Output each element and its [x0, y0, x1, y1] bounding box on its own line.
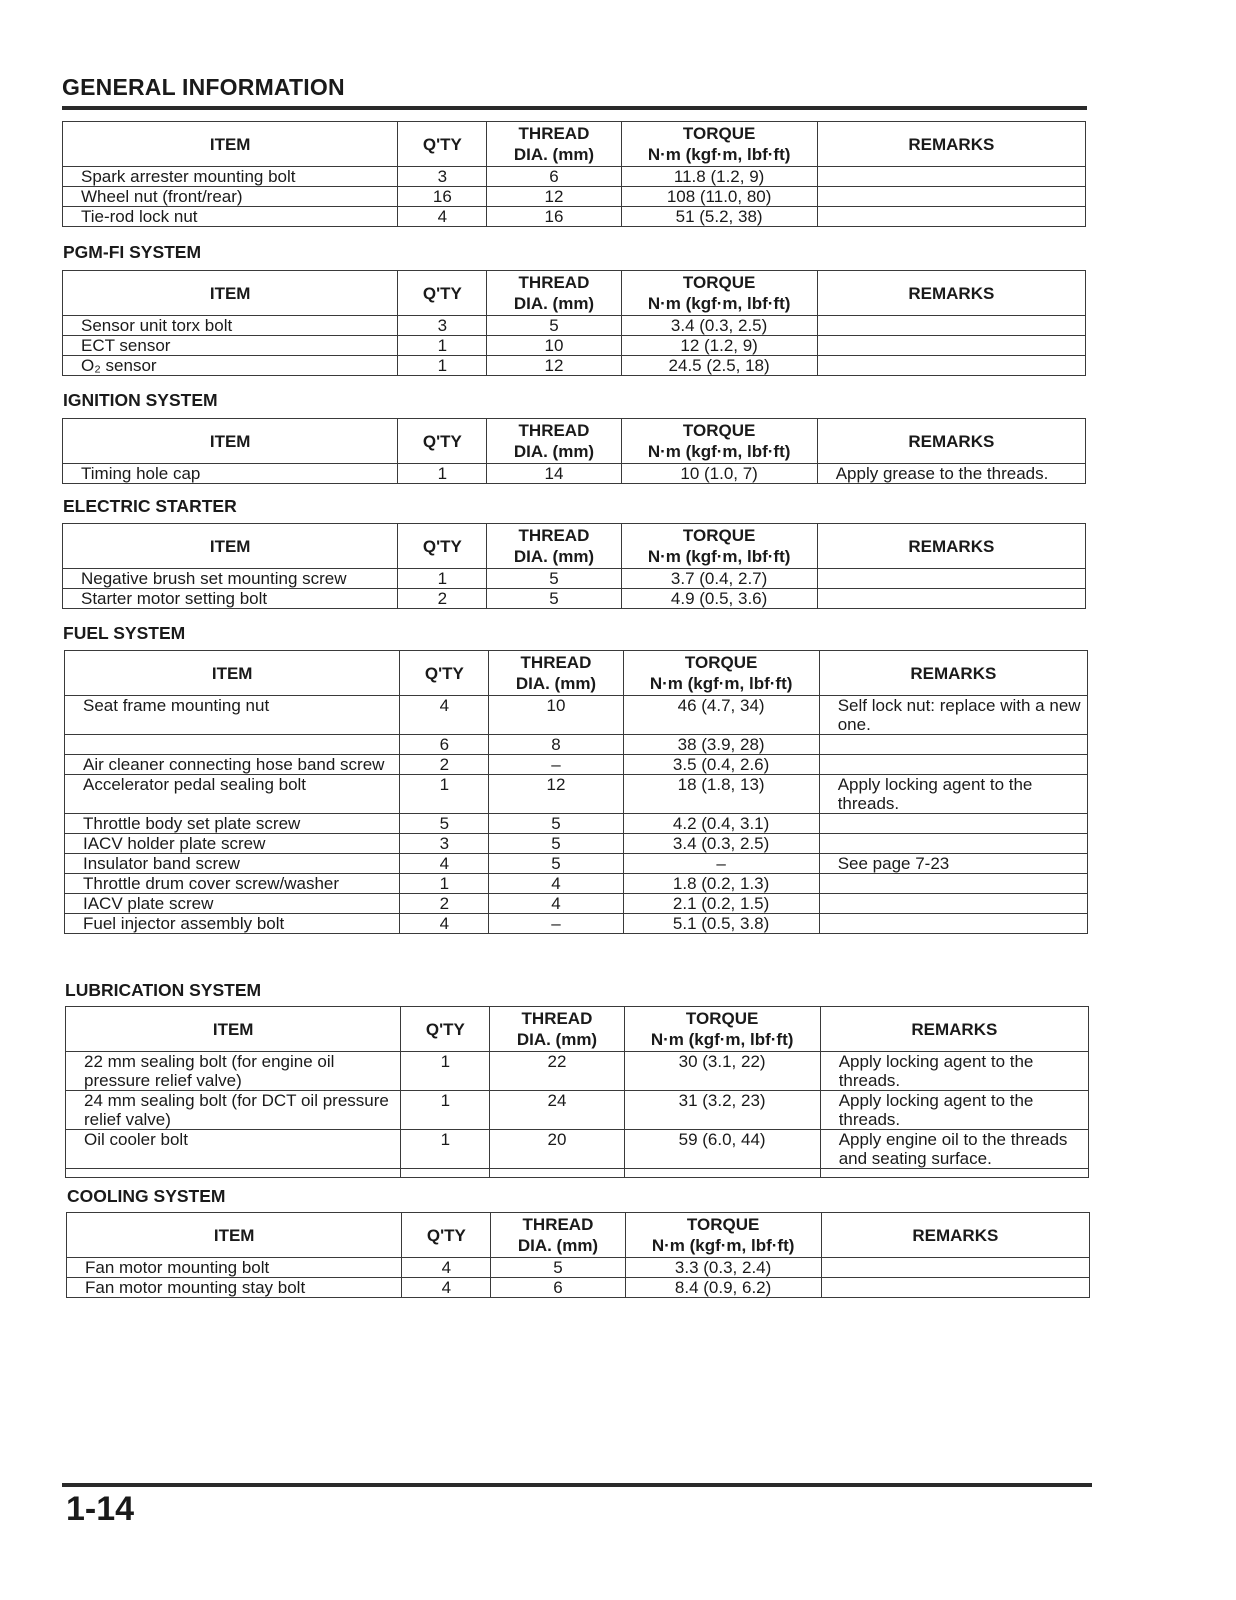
cell-thread-dia: 4 — [489, 894, 623, 914]
cell-qty: 3 — [398, 316, 487, 336]
header-item — [63, 524, 398, 569]
page-title: GENERAL INFORMATION — [62, 74, 345, 100]
header-item — [67, 1213, 402, 1258]
header-thread-label: THREAD — [518, 124, 590, 143]
cell-qty: 1 — [400, 775, 489, 814]
header-thread-label: DIA. (mm) — [513, 145, 595, 164]
header-thread — [487, 419, 621, 464]
table-row — [67, 1258, 1090, 1278]
header-item — [63, 419, 398, 464]
header-item-label: ITEM — [211, 663, 253, 683]
table-header-row — [67, 1213, 1090, 1258]
header-item — [63, 122, 398, 167]
cell-empty — [490, 1169, 624, 1178]
header-qty — [398, 271, 487, 316]
cell-thread-dia: – — [489, 755, 623, 775]
header-thread-label: THREAD — [518, 273, 590, 292]
header-torque-label: TORQUE — [685, 1009, 759, 1028]
header-qty-label: Q'TY — [426, 1225, 466, 1245]
header-torque-label: N·m (kgf·m, lbf·ft) — [649, 674, 793, 693]
cell-qty: 1 — [398, 569, 487, 589]
cell-thread-dia: 5 — [489, 854, 623, 874]
table-row — [65, 814, 1088, 834]
table-row — [65, 735, 1088, 755]
cell-thread-dia: 14 — [487, 464, 621, 484]
torque-table-cooling — [66, 1212, 1090, 1298]
cell-torque: 2.1 (0.2, 1.5) — [623, 894, 819, 914]
cell-torque: 24.5 (2.5, 18) — [621, 356, 817, 376]
cell-item: Negative brush set mounting screw — [63, 569, 398, 589]
header-qty-label: Q'TY — [424, 663, 464, 683]
header-remarks — [817, 524, 1085, 569]
cell-torque: 3.7 (0.4, 2.7) — [621, 569, 817, 589]
cell-item: 22 mm sealing bolt (for engine oil pressure relief valve) — [66, 1052, 401, 1091]
header-thread — [489, 651, 623, 696]
table-row — [65, 874, 1088, 894]
cell-remarks — [819, 814, 1087, 834]
header-thread-label: DIA. (mm) — [513, 294, 595, 313]
cell-qty: 1 — [401, 1052, 490, 1091]
cell-remarks: Apply engine oil to the threads and seating surface. — [820, 1130, 1088, 1169]
cell-qty: 1 — [401, 1091, 490, 1130]
cell-item: Starter motor setting bolt — [63, 589, 398, 609]
cell-remarks — [817, 589, 1085, 609]
section-title-cooling: COOLING SYSTEM — [67, 1186, 226, 1206]
page-number: 1-14 — [66, 1490, 135, 1528]
cell-torque: 10 (1.0, 7) — [621, 464, 817, 484]
cell-qty: 1 — [401, 1130, 490, 1169]
header-thread-label: DIA. (mm) — [513, 547, 595, 566]
header-thread — [487, 122, 621, 167]
cell-thread-dia: 16 — [487, 207, 621, 227]
cell-remarks — [817, 356, 1085, 376]
header-torque-label: N·m (kgf·m, lbf·ft) — [647, 547, 791, 566]
cell-torque: 46 (4.7, 34) — [623, 696, 819, 735]
header-thread-label: THREAD — [522, 1215, 594, 1234]
cell-torque: 51 (5.2, 38) — [621, 207, 817, 227]
torque-table-general — [62, 121, 1086, 227]
torque-table-fuel — [64, 650, 1088, 934]
cell-thread-dia: 5 — [491, 1258, 625, 1278]
cell-item: Sensor unit torx bolt — [63, 316, 398, 336]
cell-torque: 3.4 (0.3, 2.5) — [623, 834, 819, 854]
header-remarks-label: REMARKS — [908, 283, 995, 303]
header-torque-label: N·m (kgf·m, lbf·ft) — [651, 1236, 795, 1255]
cell-item: Wheel nut (front/rear) — [63, 187, 398, 207]
cell-thread-dia: 12 — [487, 187, 621, 207]
header-item-label: ITEM — [209, 283, 251, 303]
cell-empty — [624, 1169, 820, 1178]
header-item — [65, 651, 400, 696]
table-row — [63, 187, 1086, 207]
cell-thread-dia: 4 — [489, 874, 623, 894]
cell-torque: 5.1 (0.5, 3.8) — [623, 914, 819, 934]
cell-item: O₂ sensor — [63, 356, 398, 376]
cell-qty: 3 — [398, 167, 487, 187]
cell-item: Accelerator pedal sealing bolt — [65, 775, 400, 814]
cell-empty — [401, 1169, 490, 1178]
header-torque-label: N·m (kgf·m, lbf·ft) — [647, 442, 791, 461]
table-header-row — [66, 1007, 1089, 1052]
header-qty — [400, 651, 489, 696]
header-torque-label: N·m (kgf·m, lbf·ft) — [647, 145, 791, 164]
header-thread — [487, 271, 621, 316]
torque-table-lubrication — [65, 1006, 1089, 1178]
cell-torque: – — [623, 854, 819, 874]
cell-qty: 3 — [400, 834, 489, 854]
table-row — [63, 167, 1086, 187]
cell-item — [65, 735, 400, 755]
table-row — [65, 854, 1088, 874]
cell-torque: 11.8 (1.2, 9) — [621, 167, 817, 187]
table-header-row — [63, 271, 1086, 316]
table-row — [63, 207, 1086, 227]
header-thread-label: DIA. (mm) — [515, 674, 597, 693]
cell-remarks — [819, 735, 1087, 755]
header-remarks — [817, 419, 1085, 464]
table-header-row — [65, 651, 1088, 696]
header-torque-label: TORQUE — [682, 124, 756, 143]
header-item — [63, 271, 398, 316]
torque-table-ignition — [62, 418, 1086, 484]
table-row — [65, 755, 1088, 775]
table-row — [67, 1278, 1090, 1298]
cell-remarks — [819, 894, 1087, 914]
header-item — [66, 1007, 401, 1052]
cell-item: Seat frame mounting nut — [65, 696, 400, 735]
cell-torque: 18 (1.8, 13) — [623, 775, 819, 814]
cell-thread-dia: 10 — [487, 336, 621, 356]
cell-remarks: Self lock nut: replace with a new one. — [819, 696, 1087, 735]
table-row — [63, 589, 1086, 609]
header-qty — [398, 419, 487, 464]
header-thread — [490, 1007, 624, 1052]
header-item-label: ITEM — [209, 536, 251, 556]
cell-torque: 59 (6.0, 44) — [624, 1130, 820, 1169]
cell-item: IACV holder plate screw — [65, 834, 400, 854]
section-title-starter: ELECTRIC STARTER — [63, 496, 237, 516]
cell-remarks: Apply locking agent to the threads. — [819, 775, 1087, 814]
cell-thread-dia: 20 — [490, 1130, 624, 1169]
table-row — [63, 336, 1086, 356]
header-thread — [491, 1213, 625, 1258]
table-row — [65, 775, 1088, 814]
header-torque-label: TORQUE — [686, 1215, 760, 1234]
header-remarks — [820, 1007, 1088, 1052]
cell-thread-dia: 5 — [487, 569, 621, 589]
cell-qty: 4 — [402, 1258, 491, 1278]
cell-torque: 31 (3.2, 23) — [624, 1091, 820, 1130]
section-title-ignition: IGNITION SYSTEM — [63, 390, 218, 410]
cell-item: Oil cooler bolt — [66, 1130, 401, 1169]
header-remarks-label: REMARKS — [912, 1225, 999, 1245]
cell-remarks — [817, 187, 1085, 207]
cell-item: Insulator band screw — [65, 854, 400, 874]
header-torque-label: N·m (kgf·m, lbf·ft) — [647, 294, 791, 313]
table-header-row — [63, 122, 1086, 167]
cell-qty: 16 — [398, 187, 487, 207]
cell-remarks — [817, 207, 1085, 227]
header-torque-label: TORQUE — [682, 421, 756, 440]
cell-qty: 6 — [400, 735, 489, 755]
cell-qty: 4 — [398, 207, 487, 227]
cell-thread-dia: 12 — [487, 356, 621, 376]
cell-thread-dia: 6 — [491, 1278, 625, 1298]
header-rule — [62, 106, 1087, 110]
header-torque — [621, 419, 817, 464]
cell-remarks — [817, 336, 1085, 356]
header-remarks — [821, 1213, 1089, 1258]
header-remarks-label: REMARKS — [911, 1019, 998, 1039]
cell-torque: 108 (11.0, 80) — [621, 187, 817, 207]
cell-torque: 4.2 (0.4, 3.1) — [623, 814, 819, 834]
header-qty — [398, 122, 487, 167]
cell-qty: 4 — [400, 914, 489, 934]
table-row — [63, 356, 1086, 376]
cell-item: Air cleaner connecting hose band screw — [65, 755, 400, 775]
section-title-lubrication: LUBRICATION SYSTEM — [65, 980, 262, 1000]
cell-qty: 1 — [398, 464, 487, 484]
cell-item: Throttle body set plate screw — [65, 814, 400, 834]
footer-rule — [62, 1483, 1092, 1487]
header-thread-label: THREAD — [520, 653, 592, 672]
header-item-label: ITEM — [209, 431, 251, 451]
cell-thread-dia: 5 — [487, 316, 621, 336]
cell-remarks: Apply grease to the threads. — [817, 464, 1085, 484]
header-torque — [624, 1007, 820, 1052]
header-torque — [623, 651, 819, 696]
cell-item: Fan motor mounting bolt — [67, 1258, 402, 1278]
header-remarks-label: REMARKS — [910, 663, 997, 683]
header-qty-label: Q'TY — [422, 134, 462, 154]
section-title-pgmfi: PGM-FI SYSTEM — [63, 242, 202, 262]
header-thread-label: DIA. (mm) — [513, 442, 595, 461]
header-qty-label: Q'TY — [422, 283, 462, 303]
cell-qty: 5 — [400, 814, 489, 834]
table-row — [65, 696, 1088, 735]
cell-item: Spark arrester mounting bolt — [63, 167, 398, 187]
header-thread-label: DIA. (mm) — [516, 1030, 598, 1049]
cell-thread-dia: 8 — [489, 735, 623, 755]
header-thread-label: DIA. (mm) — [517, 1236, 599, 1255]
header-thread-label: THREAD — [518, 526, 590, 545]
table-row — [63, 464, 1086, 484]
header-item-label: ITEM — [212, 1019, 254, 1039]
cell-thread-dia: 5 — [489, 814, 623, 834]
table-row — [66, 1052, 1089, 1091]
header-thread-label: THREAD — [518, 421, 590, 440]
cell-qty: 1 — [398, 356, 487, 376]
header-qty — [402, 1213, 491, 1258]
header-remarks-label: REMARKS — [908, 431, 995, 451]
cell-item: 24 mm sealing bolt (for DCT oil pressure relief valve) — [66, 1091, 401, 1130]
table-row — [66, 1130, 1089, 1169]
header-torque-label: N·m (kgf·m, lbf·ft) — [650, 1030, 794, 1049]
header-thread-label: THREAD — [521, 1009, 593, 1028]
header-qty-label: Q'TY — [422, 536, 462, 556]
header-remarks-label: REMARKS — [908, 134, 995, 154]
cell-torque: 4.9 (0.5, 3.6) — [621, 589, 817, 609]
cell-remarks — [817, 569, 1085, 589]
cell-remarks — [821, 1278, 1089, 1298]
cell-thread-dia: 6 — [487, 167, 621, 187]
header-torque-label: TORQUE — [682, 273, 756, 292]
cell-torque: 3.4 (0.3, 2.5) — [621, 316, 817, 336]
cell-qty: 2 — [400, 755, 489, 775]
section-title-fuel: FUEL SYSTEM — [63, 623, 186, 643]
cell-item: Fuel injector assembly bolt — [65, 914, 400, 934]
cell-torque: 8.4 (0.9, 6.2) — [625, 1278, 821, 1298]
cell-thread-dia: 24 — [490, 1091, 624, 1130]
cell-qty: 1 — [398, 336, 487, 356]
cell-thread-dia: 22 — [490, 1052, 624, 1091]
cell-remarks — [819, 834, 1087, 854]
cell-remarks — [817, 167, 1085, 187]
cell-torque: 30 (3.1, 22) — [624, 1052, 820, 1091]
cell-remarks: Apply locking agent to the threads. — [820, 1091, 1088, 1130]
table-row — [63, 569, 1086, 589]
cell-torque: 3.3 (0.3, 2.4) — [625, 1258, 821, 1278]
table-row — [63, 316, 1086, 336]
torque-table-pgmfi — [62, 270, 1086, 376]
header-torque — [621, 271, 817, 316]
header-torque — [621, 524, 817, 569]
cell-qty: 4 — [400, 696, 489, 735]
cell-qty: 4 — [402, 1278, 491, 1298]
cell-empty — [820, 1169, 1088, 1178]
header-torque — [625, 1213, 821, 1258]
cell-torque: 38 (3.9, 28) — [623, 735, 819, 755]
cell-remarks — [817, 316, 1085, 336]
torque-table-starter — [62, 523, 1086, 609]
cell-thread-dia: 10 — [489, 696, 623, 735]
cell-qty: 1 — [400, 874, 489, 894]
cell-remarks — [819, 874, 1087, 894]
header-qty — [401, 1007, 490, 1052]
table-row — [65, 894, 1088, 914]
header-remarks-label: REMARKS — [908, 536, 995, 556]
table-header-row — [63, 524, 1086, 569]
cell-item: Fan motor mounting stay bolt — [67, 1278, 402, 1298]
cell-qty: 2 — [400, 894, 489, 914]
cell-thread-dia: 5 — [489, 834, 623, 854]
cell-torque: 12 (1.2, 9) — [621, 336, 817, 356]
header-remarks — [817, 271, 1085, 316]
header-qty-label: Q'TY — [425, 1019, 465, 1039]
header-remarks — [819, 651, 1087, 696]
header-qty — [398, 524, 487, 569]
table-row — [66, 1091, 1089, 1130]
cell-item: Throttle drum cover screw/washer — [65, 874, 400, 894]
cell-qty: 2 — [398, 589, 487, 609]
header-torque-label: TORQUE — [682, 526, 756, 545]
cell-empty — [66, 1169, 401, 1178]
cell-remarks: See page 7-23 — [819, 854, 1087, 874]
header-remarks — [817, 122, 1085, 167]
cell-remarks: Apply locking agent to the threads. — [820, 1052, 1088, 1091]
header-item-label: ITEM — [213, 1225, 255, 1245]
cell-qty: 4 — [400, 854, 489, 874]
table-row — [65, 834, 1088, 854]
cell-thread-dia: 5 — [487, 589, 621, 609]
header-thread — [487, 524, 621, 569]
table-row — [65, 914, 1088, 934]
cell-remarks — [819, 755, 1087, 775]
header-torque — [621, 122, 817, 167]
cell-item: IACV plate screw — [65, 894, 400, 914]
cell-remarks — [819, 914, 1087, 934]
table-header-row — [63, 419, 1086, 464]
cell-item: Tie-rod lock nut — [63, 207, 398, 227]
table-spacer-row — [66, 1169, 1089, 1178]
cell-remarks — [821, 1258, 1089, 1278]
header-item-label: ITEM — [209, 134, 251, 154]
header-torque-label: TORQUE — [684, 653, 758, 672]
cell-thread-dia: 12 — [489, 775, 623, 814]
cell-thread-dia: – — [489, 914, 623, 934]
cell-torque: 1.8 (0.2, 1.3) — [623, 874, 819, 894]
header-qty-label: Q'TY — [422, 431, 462, 451]
cell-item: Timing hole cap — [63, 464, 398, 484]
cell-torque: 3.5 (0.4, 2.6) — [623, 755, 819, 775]
cell-item: ECT sensor — [63, 336, 398, 356]
